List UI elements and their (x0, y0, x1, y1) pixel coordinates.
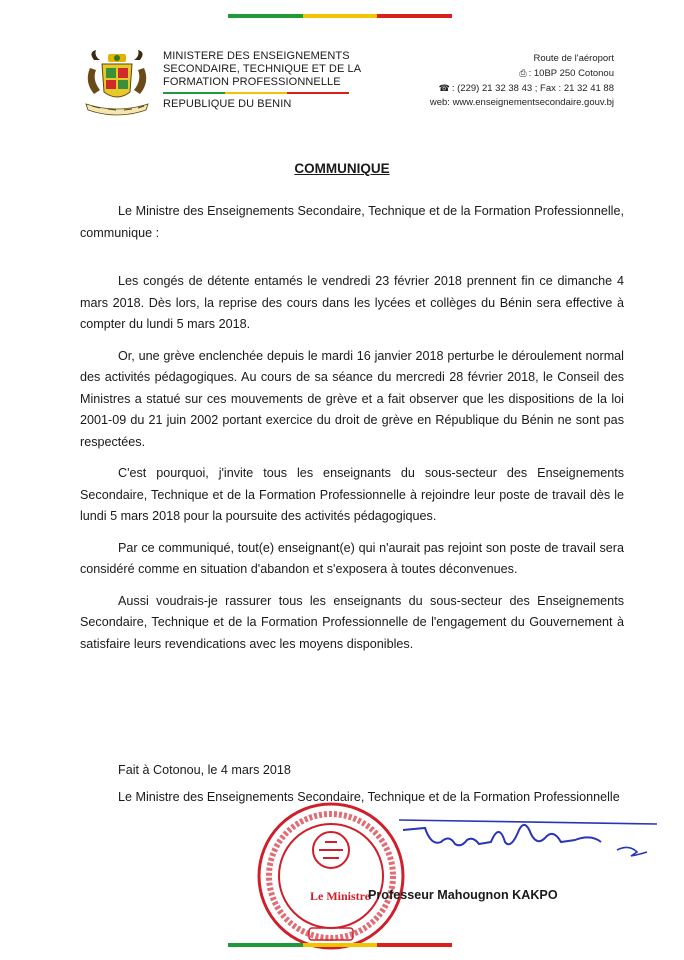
address-po-box: : 10BP 250 Cotonou (528, 68, 614, 79)
official-stamp (255, 800, 407, 952)
address-phone-line (394, 81, 614, 96)
flag-stripe-yellow (303, 943, 378, 947)
ministry-header (163, 50, 363, 111)
address-block (394, 52, 614, 110)
intro-paragraph: Le Ministre des Enseignements Secondaire, Technique et de la Formation Professionnelle, communique : (80, 204, 624, 240)
flag-bar-top (228, 14, 452, 18)
address-po-box-line (394, 66, 614, 81)
flag-stripe-red (377, 943, 452, 947)
signer-name: Professeur Mahougnon KAKPO (368, 888, 558, 902)
ministry-name-line: MINISTERE DES ENSEIGNEMENTS (163, 50, 350, 62)
ministry-name-line: SECONDAIRE, TECHNIQUE ET DE LA (163, 63, 362, 75)
address-web: web: www.enseignementsecondaire.gouv.bj (429, 97, 614, 108)
fax-icon: ⎙ (519, 68, 527, 78)
rule-stripe-green (163, 92, 225, 94)
rule-stripe-red (287, 92, 349, 94)
body-paragraph: Or, une grève enclenchée depuis le mardi 16 janvier 2018 perturbe le déroulement normal des activités pédagogiques. Au cours de sa séance du mercredi 28 février 2018, le Conseil des Ministres a statué sur ces mouvements de grève et a fait observer que les dispositions de la loi 2001-09 du 21 juin 2002 portant exercice du droit de grève en République du Bénin ne sont pas respectées. (80, 348, 624, 449)
place-date: Fait à Cotonou, le 4 mars 2018 (118, 763, 291, 777)
republic-name: REPUBLIQUE DU BENIN (163, 98, 292, 110)
document-title: COMMUNIQUE (294, 161, 390, 176)
body-paragraph: Par ce communiqué, tout(e) enseignant(e) qui n'aurait pas rejoint son poste de travail sera considéré comme en situation d'abandon et s'exposera à toutes déconvenues. (80, 540, 624, 576)
stamp-label: Le Ministre (310, 889, 371, 903)
address-street: Route de l'aéroport (533, 53, 614, 64)
ministry-tricolor-rule (163, 92, 349, 94)
rule-stripe-yellow (225, 92, 287, 94)
document-body (80, 201, 624, 665)
flag-stripe-green (228, 14, 303, 18)
flag-stripe-yellow (303, 14, 378, 18)
body-paragraph: C'est pourquoi, j'invite tous les enseignants du sous-secteur des Enseignements Secondaire, Technique et de la Formation Professionnelle à rejoindre leur poste de travail dès le lundi 5 mars 2018 pour la poursuite des activités pédagogiques. (80, 466, 624, 523)
address-phone-fax: : (229) 21 32 38 43 ; Fax : 21 32 41 88 (451, 83, 614, 94)
coat-of-arms-icon (80, 48, 154, 120)
flag-stripe-red (377, 14, 452, 18)
minister-title: Le Ministre des Enseignements Secondaire, Technique et de la Formation Professionnelle (118, 790, 620, 804)
flag-stripe-green (228, 943, 303, 947)
body-paragraph: Aussi voudrais-je rassurer tous les enseignants du sous-secteur des Enseignements Secondaire, Technique et de la Formation Professionnelle de l'engagement du Gouvernement à satisfaire leurs revendications avec les moyens disponibles. (80, 593, 624, 651)
body-paragraph: Les congés de détente entamés le vendredi 23 février 2018 prennent fin ce dimanche 4 mars 2018. Dès lors, la reprise des cours dans les lycées et collèges du Bénin sera effective à compter du lundi 5 mars 2018. (80, 274, 624, 331)
handwritten-signature (395, 812, 667, 872)
phone-icon: ☎ (438, 83, 450, 93)
flag-bar-bottom (228, 943, 452, 947)
ministry-name-line: FORMATION PROFESSIONNELLE (163, 76, 341, 88)
